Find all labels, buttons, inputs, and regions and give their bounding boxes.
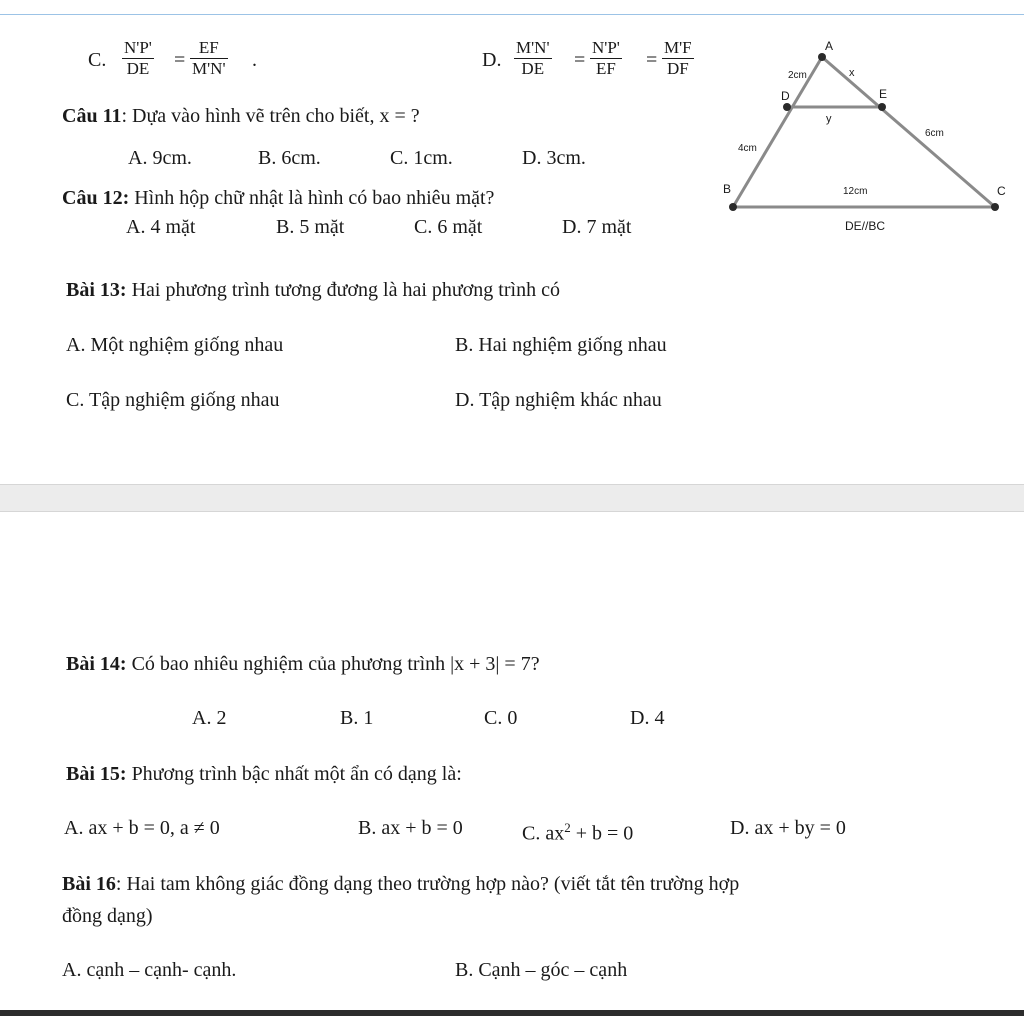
fraction: $\frac{M'F}{DF}$ (664, 38, 692, 78)
question-text: Phương trình bậc nhất một ẩn có dạng là: (126, 763, 462, 785)
question-text: Có bao nhiêu nghiệm của phương trình |x + 3| = 7? (126, 653, 540, 675)
q13-option-d: D. Tập nghiệm khác nhau (455, 389, 662, 411)
question-title: Bài 15: (66, 763, 127, 785)
triangle-figure (0, 0, 1024, 260)
label-d: D (781, 89, 790, 103)
question-title: Bài 14: (66, 653, 127, 675)
question-text: Hình hộp chữ nhật là hình có bao nhiêu mặt? (129, 187, 495, 209)
period: . (252, 49, 257, 71)
fraction: $\frac{M'N'}{DE}$ (516, 38, 550, 78)
label-ec: 6cm (925, 128, 944, 139)
q15-option-b: B. ax + b = 0 (358, 817, 463, 839)
label-e: E (879, 87, 888, 101)
point-b (729, 203, 737, 211)
question-text: Hai phương trình tương đương là hai phương trình có (126, 279, 560, 301)
figure-note: DE//BC (845, 219, 886, 233)
side-ac (822, 57, 995, 207)
q11-option-a: A. 9cm. (128, 147, 192, 169)
question-title: Câu 11 (62, 105, 122, 127)
question-title: Bài 16 (62, 873, 116, 895)
label-a: A (825, 39, 834, 53)
label-c: C (997, 184, 1006, 198)
equals-sign: = (174, 49, 186, 71)
fraction: $\frac{N'P'}{DE}$ (124, 38, 152, 78)
option-d-label: D. (482, 49, 502, 71)
q13-option-c: C. Tập nghiệm giống nhau (66, 389, 280, 411)
fraction: $\frac{N'P'}{EF}$ (592, 38, 620, 78)
side-ab (733, 57, 822, 207)
fraction: $\frac{EF}{M'N'}$ (192, 38, 226, 78)
q12-option-b: B. 5 mặt (276, 216, 345, 238)
q11-option-c: C. 1cm. (390, 147, 453, 169)
triangle-lines (733, 57, 995, 207)
question-title: Bài 13: (66, 279, 127, 301)
label-ad: 2cm (788, 70, 807, 81)
question-14 (66, 652, 540, 676)
question-15 (66, 762, 462, 786)
question-16 (62, 872, 739, 896)
q13-option-b: B. Hai nghiệm giống nhau (455, 334, 667, 356)
point-e (878, 103, 886, 111)
option-c-label: C. (88, 49, 107, 71)
point-d (783, 103, 791, 111)
window-bottom-edge (0, 1010, 1024, 1016)
equals-sign: = (646, 49, 658, 71)
q11-option-d: D. 3cm. (522, 147, 586, 169)
label-y: y (826, 113, 832, 125)
q15-option-d: D. ax + by = 0 (730, 817, 846, 839)
label-bc: 12cm (843, 186, 868, 197)
q14-option-d: D. 4 (630, 707, 665, 729)
question-text: : Dựa vào hình vẽ trên cho biết, x = ? (121, 105, 420, 127)
page-separator (0, 484, 1024, 512)
q13-option-a: A. Một nghiệm giống nhau (66, 334, 284, 356)
label-db: 4cm (738, 143, 757, 154)
question-13 (66, 278, 560, 302)
point-c (991, 203, 999, 211)
q15-option-a: A. ax + b = 0, a ≠ 0 (64, 817, 220, 839)
question-text: : Hai tam không giác đồng dạng theo trường hợp nào? (viết tắt tên trường hợp (115, 873, 740, 895)
q12-option-a: A. 4 mặt (126, 216, 196, 238)
q14-option-b: B. 1 (340, 707, 374, 729)
q14-option-a: A. 2 (192, 707, 227, 729)
equals-sign: = (574, 49, 586, 71)
q11-option-b: B. 6cm. (258, 147, 321, 169)
question-title: Câu 12: (62, 187, 130, 209)
label-b: B (723, 182, 732, 196)
q15-option-c: C. $ax^2 + b = 0$ (522, 820, 634, 845)
point-a (818, 53, 826, 61)
q12-option-d: D. 7 mặt (562, 216, 632, 238)
q16-option-a: A. cạnh – cạnh- cạnh. (62, 959, 237, 981)
question-16-continued: đồng dạng) (62, 905, 153, 927)
q12-option-c: C. 6 mặt (414, 216, 483, 238)
label-x: x (849, 67, 855, 79)
q14-option-c: C. 0 (484, 707, 518, 729)
q16-option-b: B. Cạnh – góc – cạnh (455, 959, 628, 981)
